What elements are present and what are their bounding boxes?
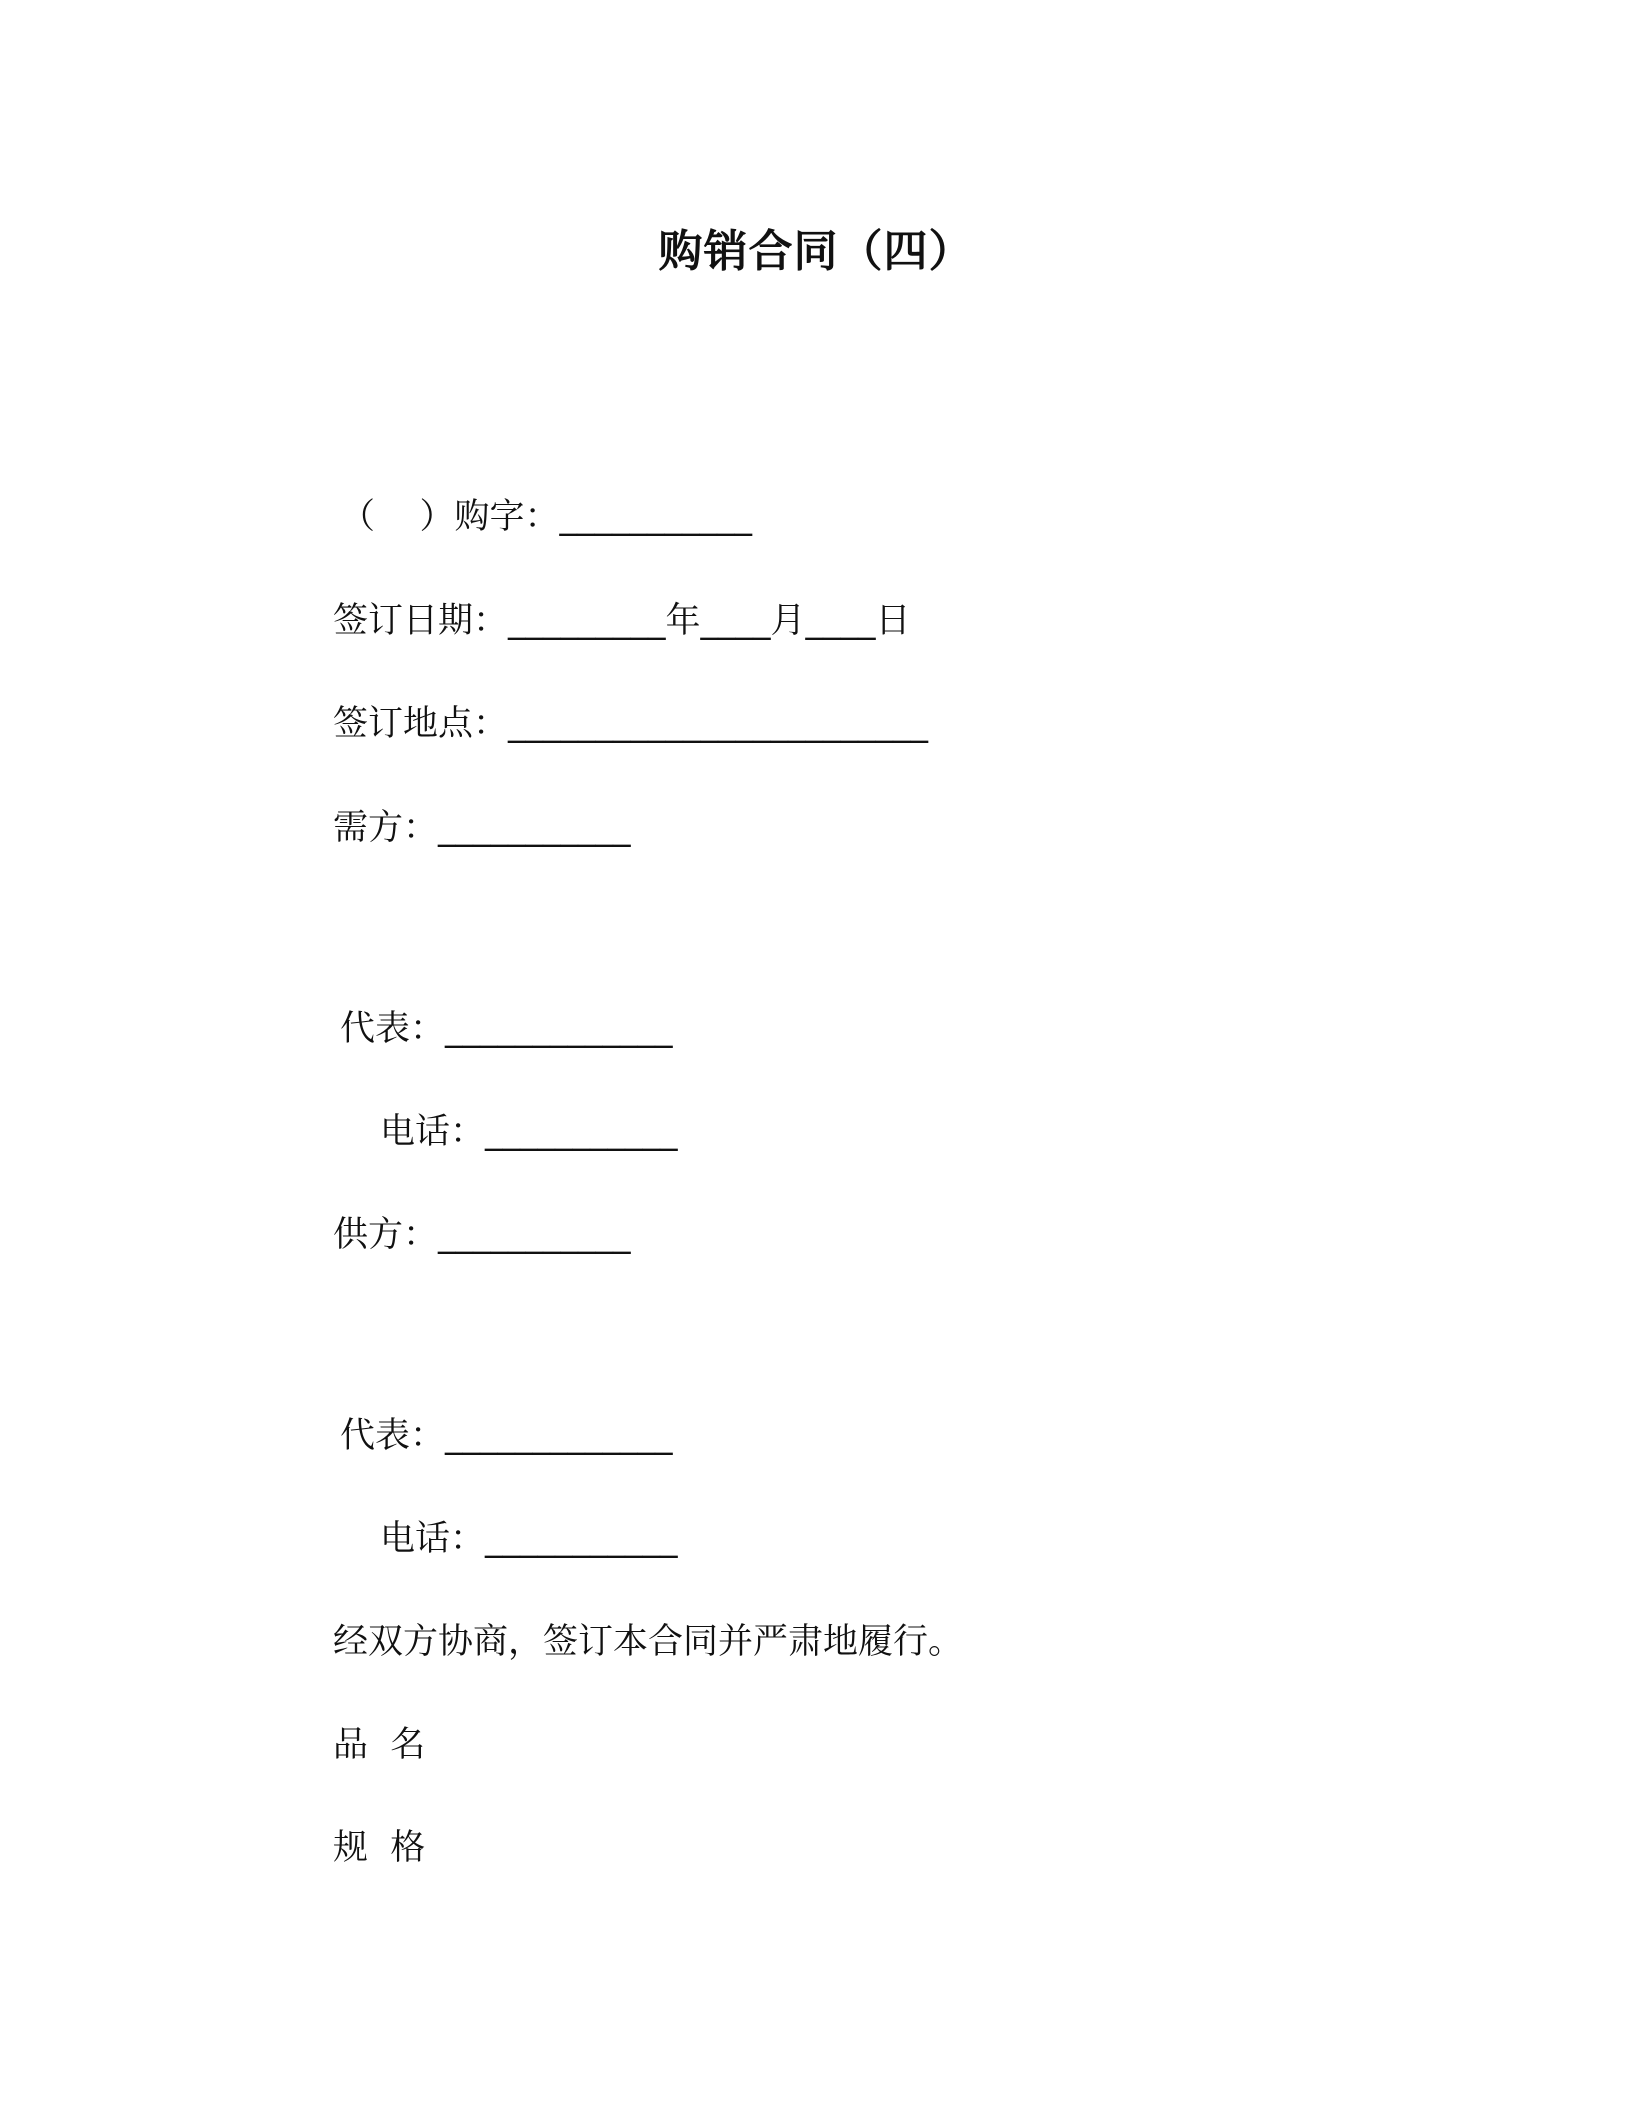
document-title: 购销合同（四） <box>658 226 974 277</box>
signing-place-line: 签订地点：________________________ <box>333 704 929 744</box>
product-name-label: 品 名 <box>333 1725 426 1765</box>
signing-date-line: 签订日期：_________年____月____日 <box>333 601 911 641</box>
seller-representative-line: 代表：_____________ <box>340 1416 673 1456</box>
agreement-statement: 经双方协商，签订本合同并严肃地履行。 <box>333 1622 964 1662</box>
buyer-representative-line: 代表：_____________ <box>340 1009 673 1049</box>
contract-number-line: （ ）购字：___________ <box>340 497 753 537</box>
seller-phone-line: 电话：___________ <box>380 1519 678 1559</box>
seller-line: 供方：___________ <box>333 1215 631 1255</box>
buyer-phone-line: 电话：___________ <box>380 1112 678 1152</box>
specification-label: 规 格 <box>333 1828 426 1868</box>
buyer-line: 需方：___________ <box>333 808 631 848</box>
